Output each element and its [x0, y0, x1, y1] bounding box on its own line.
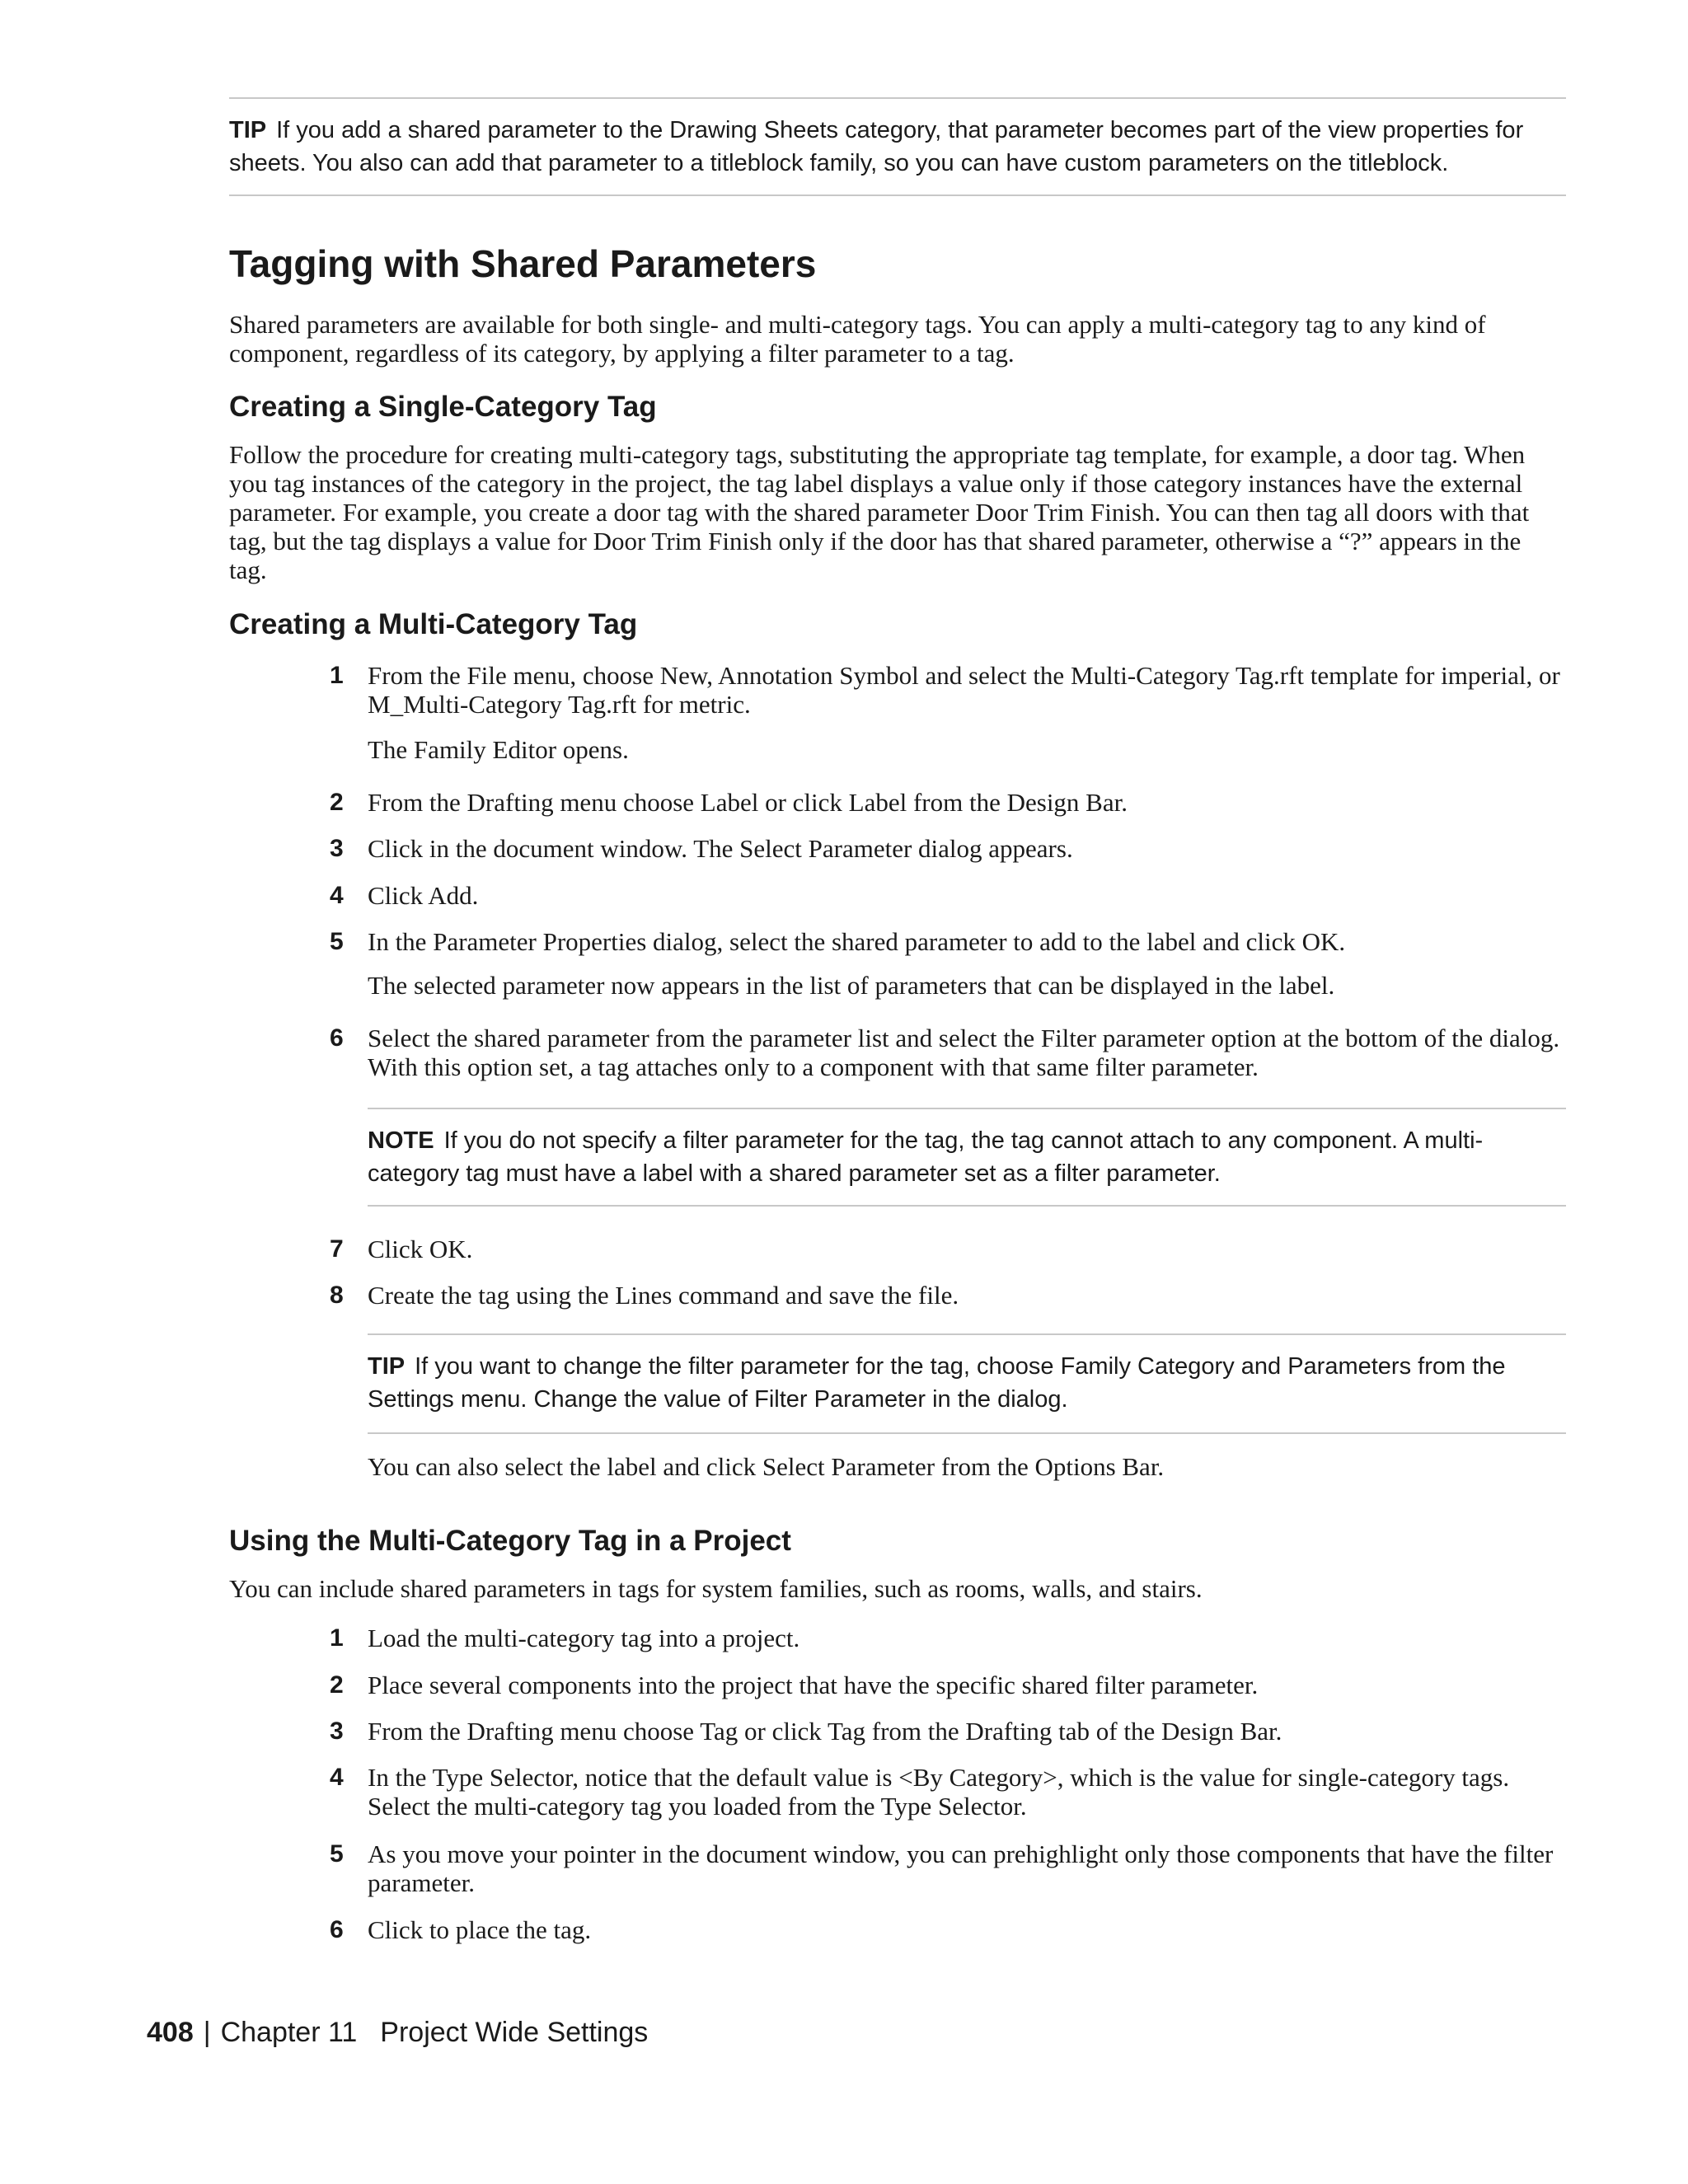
tip-label: TIP: [368, 1353, 406, 1380]
page-footer: [147, 2014, 648, 2050]
list-item: [330, 788, 1566, 817]
step-number: 6: [330, 1024, 344, 1052]
tip-label: TIP: [229, 117, 267, 143]
step-text: Click to place the tag.: [368, 1915, 592, 1944]
step-text: From the File menu, choose New, Annotation Symbol and select the Multi-Category Tag.rft template for imperial, or M_Multi-Category Tag.rft for metric.: [368, 661, 1560, 719]
list-item: [330, 927, 1566, 956]
step-number: 3: [330, 1718, 344, 1745]
list-item: [330, 1281, 1566, 1310]
step-number: 1: [330, 662, 344, 689]
footer-separator: |: [203, 2017, 211, 2048]
step-number: 4: [330, 882, 344, 909]
step-note: The Family Editor opens.: [368, 735, 629, 764]
list-item: [330, 1624, 1566, 1652]
tip-callout-inner: [368, 1333, 1566, 1434]
list-item: [330, 1763, 1566, 1821]
note-callout: [368, 1108, 1566, 1207]
step-number: 3: [330, 835, 344, 862]
section-intro: Shared parameters are available for both single- and multi-category tags. You can apply a multi-category tag to any kind of component, regardless of its category, by applying a filter parameter to a tag.: [229, 310, 1486, 368]
step-text: Place several components into the project that have the specific shared filter parameter.: [368, 1671, 1259, 1699]
tip-callout-top: [229, 97, 1566, 196]
heading-multi-category: Creating a Multi-Category Tag: [229, 608, 638, 640]
tip-text: If you add a shared parameter to the Drawing Sheets category, that parameter becomes part of the view properties for sheets. You also can add that parameter to a titleblock family, so you can have custom parameters on the titleblock.: [229, 117, 1524, 176]
step-number: 5: [330, 1840, 344, 1868]
step-number: 8: [330, 1282, 344, 1309]
step-text: From the Drafting menu choose Label or click Label from the Design Bar.: [368, 788, 1128, 817]
step-text: Select the shared parameter from the parameter list and select the Filter parameter option at the bottom of the dialog. With this option set, a tag attaches only to a component with that same filter parameter.: [368, 1024, 1560, 1081]
page-number: 408: [147, 2017, 194, 2048]
step-number: 7: [330, 1235, 344, 1263]
step-number: 6: [330, 1916, 344, 1943]
step-text: Create the tag using the Lines command and save the file.: [368, 1281, 959, 1310]
step-number: 4: [330, 1764, 344, 1791]
step-note: The selected parameter now appears in the list of parameters that can be displayed in the label.: [368, 971, 1335, 1000]
step-text: Load the multi-category tag into a project.: [368, 1624, 800, 1652]
section-title: Tagging with Shared Parameters: [229, 242, 817, 285]
list-item: [330, 834, 1566, 863]
heading-using-tag: Using the Multi-Category Tag in a Project: [229, 1525, 791, 1557]
step-text: Click OK.: [368, 1235, 473, 1263]
step-number: 1: [330, 1624, 344, 1652]
after-tip-text: You can also select the label and click Select Parameter from the Options Bar.: [368, 1452, 1165, 1481]
using-tag-intro: You can include shared parameters in tags for system families, such as rooms, walls, and stairs.: [229, 1574, 1203, 1603]
list-item: [330, 661, 1566, 719]
list-item: [330, 1671, 1566, 1699]
list-item: [330, 1235, 1566, 1263]
step-number: 5: [330, 928, 344, 955]
step-text: From the Drafting menu choose Tag or click Tag from the Drafting tab of the Design Bar.: [368, 1717, 1282, 1746]
list-item: [330, 1840, 1566, 1897]
chapter-title: Project Wide Settings: [380, 2017, 649, 2048]
step-text: In the Type Selector, notice that the default value is <By Category>, which is the value for single-category tags. Select the multi-category tag you loaded from the Type Selector.: [368, 1763, 1510, 1821]
step-text: As you move your pointer in the document window, you can prehighlight only those components that have the filter parameter.: [368, 1840, 1554, 1897]
single-category-body: Follow the procedure for creating multi-category tags, substituting the appropriate tag template, for example, a door tag. When you tag instances of the category in the project, the tag label displays a value only if those category instances have the external parameter. For example, you create a door tag with the shared parameter Door Trim Finish. You can then tag all doors with that tag, but the tag displays a value for Door Trim Finish only if the door has that shared parameter, otherwise a “?” appears in the tag.: [229, 440, 1530, 584]
list-item: [330, 1915, 1566, 1944]
tip-text: If you want to change the filter parameter for the tag, choose Family Category and Parameters from the Settings menu. Change the value of Filter Parameter in the dialog.: [368, 1353, 1506, 1413]
heading-single-category: Creating a Single-Category Tag: [229, 391, 657, 423]
list-item: [330, 1717, 1566, 1746]
step-number: 2: [330, 1671, 344, 1699]
list-item: [330, 881, 1566, 910]
note-label: NOTE: [368, 1127, 434, 1154]
list-item: [330, 1024, 1566, 1081]
chapter-label: Chapter 11: [220, 2017, 358, 2048]
step-text: Click in the document window. The Select Parameter dialog appears.: [368, 834, 1073, 863]
step-text: In the Parameter Properties dialog, select the shared parameter to add to the label and click OK.: [368, 927, 1346, 956]
step-text: Click Add.: [368, 881, 479, 910]
step-number: 2: [330, 789, 344, 816]
note-text: If you do not specify a filter parameter for the tag, the tag cannot attach to any component. A multi-category tag must have a label with a shared parameter set as a filter parameter.: [368, 1127, 1484, 1187]
